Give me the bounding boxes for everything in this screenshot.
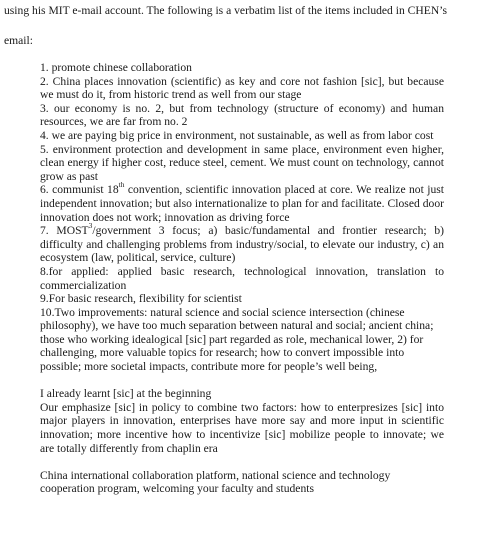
- list-item-text: convention, scientific innovation placed at core. We realize not just independent innovation; but also internationalize to plan for and facilitate. Closed door innovation does not work; innovation as driving force: [40, 183, 444, 224]
- superscript: th: [118, 180, 125, 190]
- superscript: 3: [88, 221, 93, 231]
- list-item: [40, 180, 444, 224]
- list-item: 9.For basic research, flexibility for scientist: [40, 292, 242, 306]
- list-item-text: /government 3 focus; a) basic/fundamental and frontier research; b) difficulty and challenging problems from industry/social, to elevate our industry, c) an ecosystem (law, political, service, culture): [40, 224, 444, 265]
- list-item: 2. China places innovation (scientific) as key and core not fashion [sic], but because we must do it, from historic trend as well from our stage: [40, 74, 444, 102]
- list-item: 5. environment protection and development in same place, environment even higher, clean energy if higher cost, reduce steel, cement. We must count on technology, cannot grow as past: [40, 142, 444, 183]
- list-item: 4. we are paying big price in environment, not sustainable, as well as from labor cost: [40, 128, 434, 142]
- closing-paragraph: China international collaboration platform, national science and technology cooperation program, welcoming your faculty and students: [40, 468, 391, 496]
- list-item: 1. promote chinese collaboration: [40, 61, 192, 74]
- intro-line: using his MIT e-mail account. The following is a verbatim list of the items included in CHEN’s: [4, 4, 447, 17]
- closing-paragraph: Our emphasize [sic] in policy to combine two factors: how to enterpresizes [sic] into major players in innovation, enterprises have more say and more input in scientific innovation; more incentive how to incentivize [sic] mobilize people to innovate; we are totally differently from chaplin era: [40, 400, 444, 455]
- list-item: 3. our economy is no. 2, but from technology (structure of economy) and human resources, we are far from no. 2: [40, 101, 444, 129]
- list-item: 8.for applied: applied basic research, technological innovation, translation to commercialization: [40, 264, 444, 292]
- paragraph-spacer: [40, 374, 444, 388]
- paragraph-spacer: [40, 455, 444, 469]
- intro-line: email:: [4, 34, 33, 47]
- list-item-text: 6. communist 18: [40, 183, 119, 197]
- list-item: [40, 221, 444, 265]
- closing-line: I already learnt [sic] at the beginning: [40, 387, 212, 401]
- list-item: 10.Two improvements: natural science and social science intersection (chinese philosophy), we have too much separation between natural and social; ancient china; those who working idealogical [sic] part regarded as role, mechanical lower, 2) for challenging, more valuable topics for research; how to convert impossible into possible; more societal impacts, contribute more for people’s well being,: [40, 305, 434, 374]
- list-item-text: 7. MOST: [40, 224, 89, 238]
- email-item-list: [40, 61, 444, 496]
